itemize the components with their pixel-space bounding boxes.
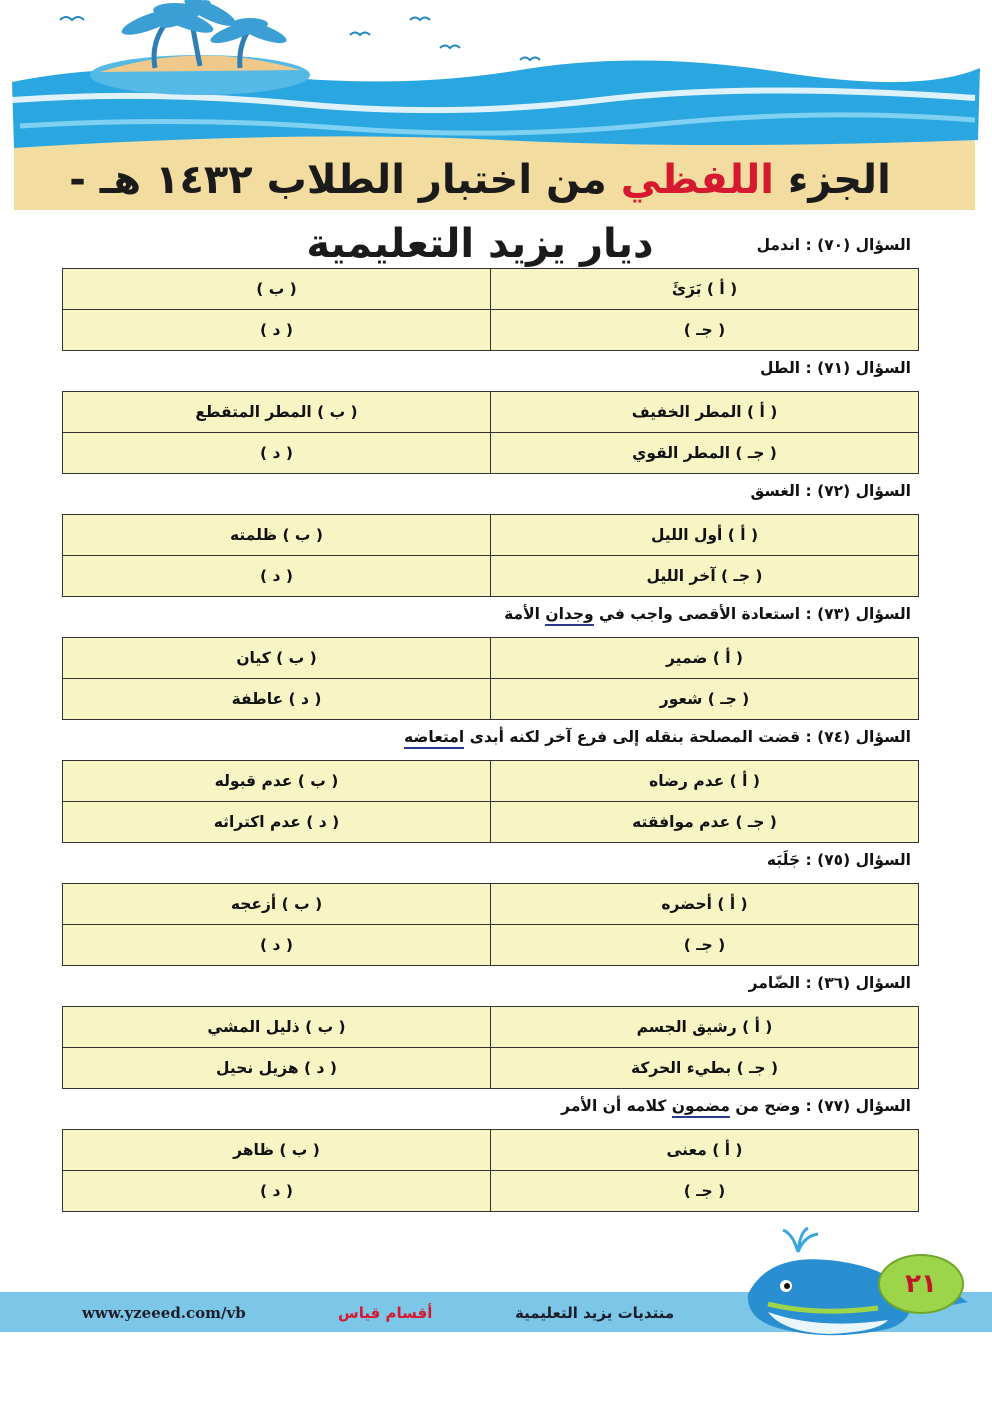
option-b[interactable]: ( ب ) المطر المتقطع bbox=[63, 392, 491, 433]
option-b[interactable]: ( ب ) ظلمته bbox=[63, 515, 491, 556]
options-table bbox=[62, 883, 919, 966]
option-c[interactable]: ( جـ ) بطيء الحركة bbox=[491, 1048, 919, 1089]
option-b[interactable]: ( ب ) ذليل المشي bbox=[63, 1007, 491, 1048]
option-c[interactable]: ( جـ ) المطر القوي bbox=[491, 433, 919, 474]
option-a[interactable]: ( أ ) عدم رضاه bbox=[491, 761, 919, 802]
options-table bbox=[62, 391, 919, 474]
option-b[interactable]: ( ب ) كيان bbox=[63, 638, 491, 679]
question-text: السؤال (٧٢) : الغسق bbox=[750, 482, 911, 500]
option-c[interactable]: ( جـ ) آخر الليل bbox=[491, 556, 919, 597]
option-a[interactable]: ( أ ) أحضره bbox=[491, 884, 919, 925]
footer-url-link[interactable]: www.yzeeed.com/vb bbox=[82, 1304, 246, 1322]
option-a[interactable]: ( أ ) ضمير bbox=[491, 638, 919, 679]
option-c[interactable]: ( جـ ) bbox=[491, 925, 919, 966]
question-text: السؤال (٧٠) : اندمل bbox=[756, 236, 911, 254]
option-d[interactable]: ( د ) bbox=[63, 1171, 491, 1212]
option-a[interactable]: ( أ ) معنى bbox=[491, 1130, 919, 1171]
question-block bbox=[62, 228, 919, 351]
options-table bbox=[62, 1129, 919, 1212]
page-title: الجزء اللفظي من اختبار الطلاب ١٤٣٢ هـ - ديار يزيد التعليمية bbox=[69, 157, 891, 267]
question-block bbox=[62, 597, 919, 720]
option-d[interactable]: ( د ) عدم اكتراثه bbox=[63, 802, 491, 843]
option-a[interactable]: ( أ ) المطر الخفيف bbox=[491, 392, 919, 433]
question-block bbox=[62, 474, 919, 597]
options-table bbox=[62, 1006, 919, 1089]
option-d[interactable]: ( د ) bbox=[63, 925, 491, 966]
question-block bbox=[62, 720, 919, 843]
question-text: السؤال (٧٣) : استعادة الأقصى واجب في وجدان الأمة bbox=[62, 597, 919, 637]
questions-list bbox=[62, 228, 919, 1212]
option-b[interactable]: ( ب ) bbox=[63, 269, 491, 310]
question-text: السؤال (٧٧) : وضح من مضمون كلامه أن الأمر bbox=[62, 1089, 919, 1129]
option-b[interactable]: ( ب ) أزعجه bbox=[63, 884, 491, 925]
options-table bbox=[62, 637, 919, 720]
option-d[interactable]: ( د ) هزيل نحيل bbox=[63, 1048, 491, 1089]
option-a[interactable]: ( أ ) بَرَئَ bbox=[491, 269, 919, 310]
question-block bbox=[62, 843, 919, 966]
option-a[interactable]: ( أ ) رشيق الجسم bbox=[491, 1007, 919, 1048]
question-text: السؤال (٧٤) : قضت المصلحة بنقله إلى فرع آخر لكنه أبدى امتعاضه bbox=[62, 720, 919, 760]
option-a[interactable]: ( أ ) أول الليل bbox=[491, 515, 919, 556]
page-number-badge: ٢١ bbox=[878, 1254, 964, 1314]
option-c[interactable]: ( جـ ) عدم موافقته bbox=[491, 802, 919, 843]
option-b[interactable]: ( ب ) ظاهر bbox=[63, 1130, 491, 1171]
question-text: السؤال (٧١) : الطل bbox=[760, 359, 911, 377]
question-block bbox=[62, 1089, 919, 1212]
option-c[interactable]: ( جـ ) شعور bbox=[491, 679, 919, 720]
footer-section-link[interactable]: أقسام قياس bbox=[338, 1304, 433, 1322]
footer-forum-name: منتديات يزيد التعليمية bbox=[515, 1304, 675, 1322]
options-table bbox=[62, 268, 919, 351]
title-highlight: اللفظي bbox=[620, 157, 774, 203]
option-d[interactable]: ( د ) bbox=[63, 556, 491, 597]
question-text: السؤال (٣٦) : الضّامر bbox=[748, 974, 911, 992]
option-d[interactable]: ( د ) bbox=[63, 310, 491, 351]
option-c[interactable]: ( جـ ) bbox=[491, 310, 919, 351]
option-b[interactable]: ( ب ) عدم قبوله bbox=[63, 761, 491, 802]
option-d[interactable]: ( د ) عاطفة bbox=[63, 679, 491, 720]
options-table bbox=[62, 760, 919, 843]
question-text: السؤال (٧٥) : جَلَبَه bbox=[766, 851, 911, 869]
question-block bbox=[62, 351, 919, 474]
option-c[interactable]: ( جـ ) bbox=[491, 1171, 919, 1212]
question-block bbox=[62, 966, 919, 1089]
option-d[interactable]: ( د ) bbox=[63, 433, 491, 474]
options-table bbox=[62, 514, 919, 597]
